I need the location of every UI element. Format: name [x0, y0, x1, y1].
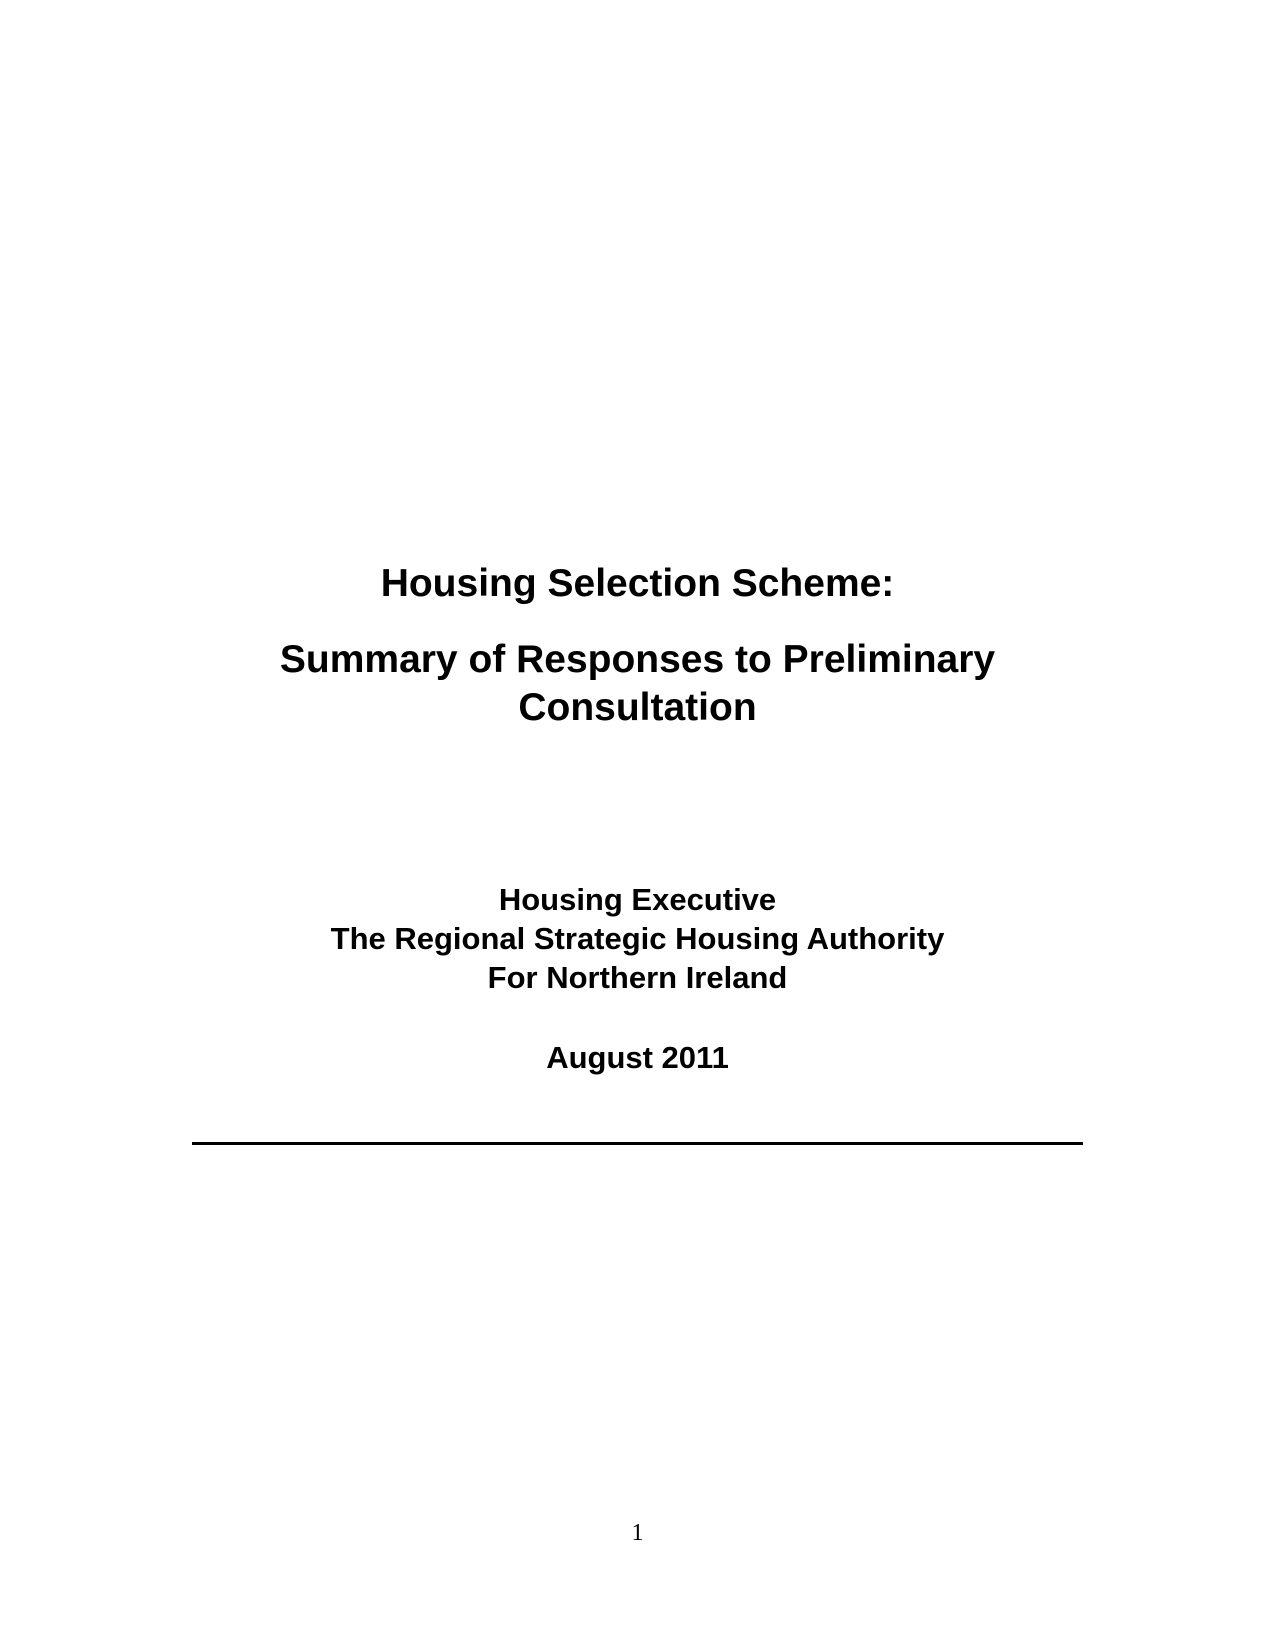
- document-subtitle: [0, 636, 1275, 732]
- page-number: 1: [631, 1520, 644, 1546]
- horizontal-rule: [192, 1142, 1083, 1145]
- organisation-line: The Regional Strategic Housing Authority: [330, 921, 945, 956]
- organisation-line: Housing Executive: [498, 882, 777, 917]
- document-title: Housing Selection Scheme:: [380, 562, 895, 605]
- publication-date: August 2011: [546, 1040, 729, 1075]
- subtitle-line: Summary of Responses to Preliminary: [279, 638, 996, 681]
- organisation-block: [0, 880, 1275, 997]
- organisation-line: For Northern Ireland: [487, 960, 788, 995]
- subtitle-line: Consultation: [518, 686, 757, 729]
